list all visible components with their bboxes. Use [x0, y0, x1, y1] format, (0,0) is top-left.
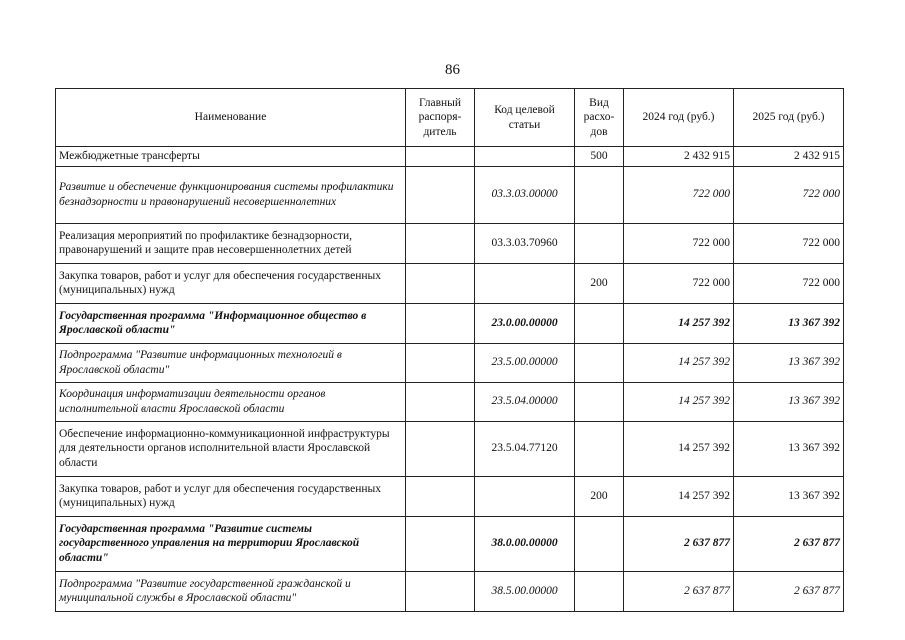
- table-header-row: [56, 89, 844, 147]
- row-name: Государственная программа "Информационное общество в Ярославской области": [56, 303, 406, 343]
- table-row: [56, 303, 844, 343]
- row-type: [575, 571, 624, 611]
- row-2025: 722 000: [734, 166, 844, 223]
- header-name: Наименование: [56, 89, 406, 147]
- row-name: Реализация мероприятий по профилактике безнадзорности, правонарушений и защите прав несовершеннолетних детей: [56, 223, 406, 263]
- row-name: Развитие и обеспечение функционирования системы профилактики безнадзорности и правонарушений несовершеннолетних: [56, 166, 406, 223]
- row-2024: 2 432 915: [624, 147, 734, 167]
- row-code: [475, 476, 575, 516]
- table-row: [56, 571, 844, 611]
- row-name: Обеспечение информационно-коммуникационной инфраструктуры для деятельности органов исполнительной власти Ярославской области: [56, 421, 406, 476]
- row-2025: 2 637 877: [734, 516, 844, 571]
- row-code: [475, 263, 575, 303]
- table-row: [56, 223, 844, 263]
- row-type: 500: [575, 147, 624, 167]
- row-type: [575, 166, 624, 223]
- row-2024: 722 000: [624, 263, 734, 303]
- row-manager: [406, 303, 475, 343]
- row-2025: 722 000: [734, 223, 844, 263]
- row-manager: [406, 571, 475, 611]
- row-code: 23.0.00.00000: [475, 303, 575, 343]
- row-name: Закупка товаров, работ и услуг для обеспечения государственных (муниципальных) нужд: [56, 476, 406, 516]
- header-code: Код целевой статьи: [475, 89, 575, 147]
- header-manager: Главный распоря-дитель: [406, 89, 475, 147]
- row-type: [575, 223, 624, 263]
- row-name: Государственная программа "Развитие системы государственного управления на территории Ярославской области": [56, 516, 406, 571]
- row-manager: [406, 343, 475, 382]
- row-name: Межбюджетные трансферты: [56, 147, 406, 167]
- row-2024: 14 257 392: [624, 343, 734, 382]
- row-2024: 14 257 392: [624, 303, 734, 343]
- row-code: 38.5.00.00000: [475, 571, 575, 611]
- row-2025: 13 367 392: [734, 476, 844, 516]
- row-name: Подпрограмма "Развитие информационных технологий в Ярославской области": [56, 343, 406, 382]
- budget-table: [55, 88, 844, 612]
- table-row: [56, 343, 844, 382]
- row-2024: 2 637 877: [624, 516, 734, 571]
- header-type: Вид расхо-дов: [575, 89, 624, 147]
- row-type: 200: [575, 263, 624, 303]
- header-2025: 2025 год (руб.): [734, 89, 844, 147]
- page-number: 86: [445, 62, 460, 78]
- row-code: 03.3.03.00000: [475, 166, 575, 223]
- row-type: [575, 382, 624, 421]
- table-row: [56, 382, 844, 421]
- row-2025: 13 367 392: [734, 421, 844, 476]
- row-code: 23.5.04.77120: [475, 421, 575, 476]
- row-2025: 2 432 915: [734, 147, 844, 167]
- row-manager: [406, 263, 475, 303]
- row-code: 23.5.00.00000: [475, 343, 575, 382]
- row-2024: 14 257 392: [624, 421, 734, 476]
- row-type: [575, 343, 624, 382]
- row-name: Подпрограмма "Развитие государственной гражданской и муниципальной службы в Ярославской области": [56, 571, 406, 611]
- table-row: [56, 263, 844, 303]
- row-2024: 722 000: [624, 223, 734, 263]
- row-manager: [406, 421, 475, 476]
- row-manager: [406, 382, 475, 421]
- table-row: [56, 476, 844, 516]
- row-manager: [406, 147, 475, 167]
- row-2025: 13 367 392: [734, 303, 844, 343]
- table-row: [56, 516, 844, 571]
- row-code: 38.0.00.00000: [475, 516, 575, 571]
- row-2025: 2 637 877: [734, 571, 844, 611]
- table-row: [56, 147, 844, 167]
- row-code: [475, 147, 575, 167]
- table-row: [56, 166, 844, 223]
- row-2025: 722 000: [734, 263, 844, 303]
- row-manager: [406, 476, 475, 516]
- row-code: 23.5.04.00000: [475, 382, 575, 421]
- row-type: 200: [575, 476, 624, 516]
- row-manager: [406, 516, 475, 571]
- header-2024: 2024 год (руб.): [624, 89, 734, 147]
- row-2024: 722 000: [624, 166, 734, 223]
- row-type: [575, 303, 624, 343]
- row-type: [575, 516, 624, 571]
- row-2024: 14 257 392: [624, 476, 734, 516]
- row-name: Координация информатизации деятельности органов исполнительной власти Ярославской области: [56, 382, 406, 421]
- row-2024: 2 637 877: [624, 571, 734, 611]
- row-name: Закупка товаров, работ и услуг для обеспечения государственных (муниципальных) нужд: [56, 263, 406, 303]
- row-manager: [406, 166, 475, 223]
- row-2025: 13 367 392: [734, 343, 844, 382]
- row-2025: 13 367 392: [734, 382, 844, 421]
- row-code: 03.3.03.70960: [475, 223, 575, 263]
- row-type: [575, 421, 624, 476]
- table-row: [56, 421, 844, 476]
- row-2024: 14 257 392: [624, 382, 734, 421]
- row-manager: [406, 223, 475, 263]
